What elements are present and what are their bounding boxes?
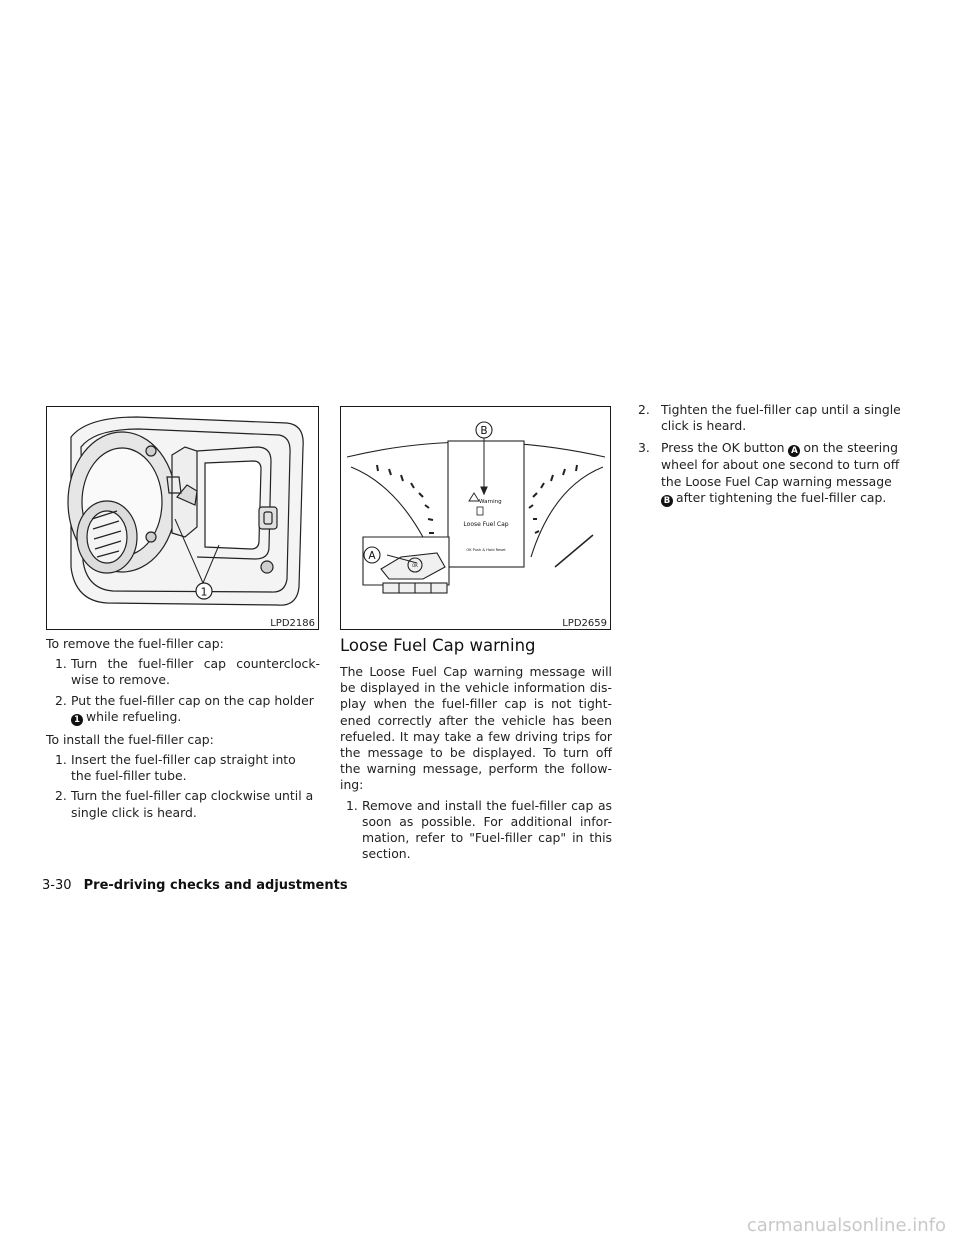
list-item bbox=[46, 656, 320, 688]
callout-1-badge: 1 bbox=[71, 714, 83, 726]
step-text: Put the fuel-filler cap on the cap holder bbox=[71, 692, 314, 708]
warning-figure bbox=[340, 406, 611, 630]
figure-code: LPD2659 bbox=[562, 618, 607, 629]
right-column bbox=[636, 402, 910, 507]
list-item bbox=[636, 402, 910, 434]
callout-a-label: A bbox=[368, 550, 376, 562]
left-column bbox=[46, 636, 320, 821]
list-item bbox=[636, 440, 910, 506]
step-text: Turn the fuel-filler cap clockwise until a single click is heard. bbox=[71, 788, 314, 820]
middle-column bbox=[340, 636, 612, 862]
step-number: 1. bbox=[55, 752, 67, 768]
list-item bbox=[46, 752, 320, 784]
page-footer bbox=[42, 878, 348, 893]
ok-button-label: OK bbox=[412, 563, 418, 568]
step-number: 2. bbox=[55, 692, 67, 708]
callout-b-label: B bbox=[480, 425, 488, 437]
fuel-cap-figure bbox=[46, 406, 319, 630]
install-intro: To install the fuel-filler cap: bbox=[46, 731, 214, 747]
step-text: Tighten the fuel-filler cap until a single click is heard. bbox=[661, 402, 901, 434]
fuel-cap-illustration bbox=[47, 407, 320, 631]
figure-code: LPD2186 bbox=[270, 618, 315, 629]
step-text: while refueling. bbox=[86, 708, 182, 724]
callout-1-label: 1 bbox=[200, 585, 208, 599]
list-item bbox=[46, 693, 320, 726]
display-reset-hint: OK Push & Hold Reset bbox=[466, 548, 506, 552]
callout-b-badge: B bbox=[661, 495, 673, 507]
step-text: Insert the fuel-filler cap straight into the fuel-filler tube. bbox=[71, 752, 296, 784]
step-text: Press the OK button bbox=[661, 440, 785, 456]
step-text: on the steering wheel for about one second to turn off the Loose Fuel Cap warning message bbox=[661, 440, 900, 489]
warning-steps bbox=[340, 798, 612, 863]
list-item bbox=[46, 788, 320, 820]
step-number: 1. bbox=[55, 656, 67, 672]
instrument-cluster-illustration bbox=[341, 407, 612, 631]
remove-intro: To remove the fuel-filler cap: bbox=[46, 636, 224, 651]
step-text: Turn the fuel-filler cap counterclock-wise to remove. bbox=[71, 656, 320, 688]
step-number: 2. bbox=[55, 788, 67, 804]
site-watermark: carmanualsonline.info bbox=[746, 1215, 946, 1236]
display-warning-title: Warning bbox=[479, 499, 502, 505]
callout-a-badge: A bbox=[788, 445, 800, 457]
page-number: 3-30 bbox=[42, 878, 72, 893]
section-title: Pre-driving checks and adjustments bbox=[83, 878, 348, 893]
install-steps bbox=[46, 752, 320, 821]
display-warning-message: Loose Fuel Cap bbox=[463, 521, 509, 528]
list-item bbox=[340, 798, 612, 863]
remove-steps bbox=[46, 656, 320, 726]
warning-paragraph: The Loose Fuel Cap warning message will be displayed in the vehicle information dis-play when the fuel-filler cap is not tight-ened correctly after the vehicle has been refueled. It may take a few driving trips for the message to be displayed. To turn off the warning message, perform the follow-ing: bbox=[340, 664, 612, 793]
step-text: after tightening the fuel-filler cap. bbox=[676, 489, 887, 505]
section-heading: Loose Fuel Cap warning bbox=[340, 636, 536, 655]
step-number: 2. bbox=[638, 402, 650, 417]
step-text: Remove and install the fuel-filler cap as soon as possible. For additional infor-mation, refer to "Fuel-filler cap" in this section. bbox=[362, 797, 612, 862]
continued-steps bbox=[636, 402, 910, 507]
step-number: 1. bbox=[346, 797, 358, 813]
step-number: 3. bbox=[638, 440, 650, 456]
